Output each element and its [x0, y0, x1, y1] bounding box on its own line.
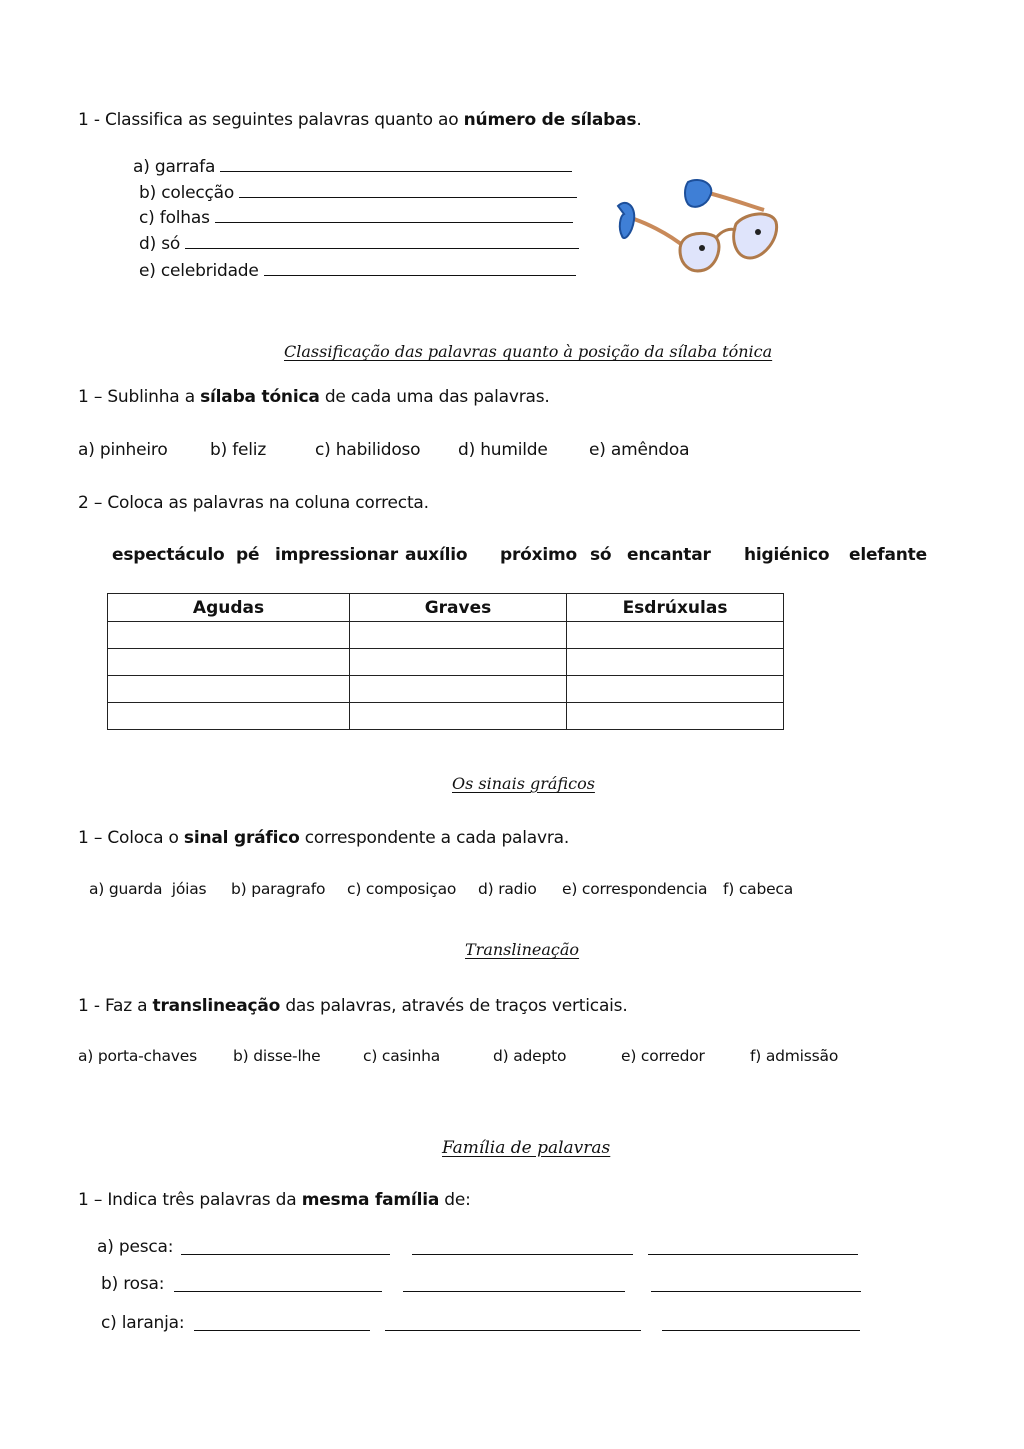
table-cell[interactable]	[567, 703, 784, 730]
syllable-item: b) colecção	[139, 183, 577, 203]
table-cell[interactable]	[350, 703, 567, 730]
stress-columns-table	[107, 593, 784, 730]
signs-word: f) cabeca	[723, 880, 794, 898]
translineation-word: d) adepto	[493, 1047, 567, 1065]
table-cell[interactable]	[108, 676, 350, 703]
family-item-label: a) pesca:	[97, 1237, 174, 1257]
answer-line[interactable]	[264, 261, 576, 276]
word-bank-item: encantar	[627, 545, 711, 565]
tonic-word: e) amêndoa	[589, 440, 690, 460]
word-bank-item: pé	[236, 545, 260, 565]
table-cell[interactable]	[350, 676, 567, 703]
answer-line[interactable]	[185, 234, 579, 249]
signs-word: e) correspondencia	[562, 880, 708, 898]
answer-line[interactable]	[651, 1277, 861, 1292]
signs-heading: Os sinais gráficos	[452, 774, 595, 793]
tonic-heading: Classificação das palavras quanto à posição da sílaba tónica	[284, 342, 773, 361]
table-cell[interactable]	[567, 622, 784, 649]
family-instruction: 1 – Indica três palavras da mesma família de:	[78, 1190, 471, 1210]
table-cell[interactable]	[567, 676, 784, 703]
family-heading: Família de palavras	[442, 1138, 611, 1158]
translineation-word: e) corredor	[621, 1047, 705, 1065]
signs-word: d) radio	[478, 880, 537, 898]
answer-line[interactable]	[181, 1240, 390, 1255]
answer-line[interactable]	[215, 208, 573, 223]
word-bank-item: espectáculo	[112, 545, 225, 565]
signs-instruction: 1 – Coloca o sinal gráfico correspondente a cada palavra.	[78, 828, 570, 848]
tonic-word: a) pinheiro	[78, 440, 168, 460]
table-row	[108, 622, 784, 649]
syllables-instruction: 1 - Classifica as seguintes palavras quanto ao número de sílabas.	[78, 110, 642, 130]
tonic-word: d) humilde	[458, 440, 548, 460]
word-bank-item: higiénico	[744, 545, 830, 565]
syllable-item: e) celebridade	[139, 261, 576, 281]
table-cell[interactable]	[108, 622, 350, 649]
answer-line[interactable]	[194, 1316, 370, 1331]
table-row	[108, 676, 784, 703]
signs-word: c) composiçao	[347, 880, 457, 898]
answer-line[interactable]	[662, 1316, 860, 1331]
tonic-instruction: 1 – Sublinha a sílaba tónica de cada uma das palavras.	[78, 387, 550, 407]
glasses-icon	[614, 176, 784, 276]
signs-word: b) paragrafo	[231, 880, 326, 898]
syllable-item: d) só	[139, 234, 579, 254]
word-bank-item: elefante	[849, 545, 927, 565]
table-cell[interactable]	[567, 649, 784, 676]
syllable-item: c) folhas	[139, 208, 573, 228]
family-item-label: c) laranja:	[101, 1313, 185, 1333]
tonic-word: c) habilidoso	[315, 440, 421, 460]
table-header-row	[108, 594, 784, 622]
translineation-word: c) casinha	[363, 1047, 441, 1065]
word-bank-item: próximo	[500, 545, 578, 565]
table-cell[interactable]	[108, 649, 350, 676]
answer-line[interactable]	[220, 157, 572, 172]
table-cell[interactable]	[350, 649, 567, 676]
word-bank-item: só	[590, 545, 612, 565]
word-bank-item: auxílio	[405, 545, 468, 565]
table-cell[interactable]	[350, 622, 567, 649]
columns-instruction: 2 – Coloca as palavras na coluna correcta.	[78, 493, 429, 513]
answer-line[interactable]	[385, 1316, 641, 1331]
translineation-word: f) admissão	[750, 1047, 839, 1065]
header-esdruxulas: Esdrúxulas	[567, 594, 784, 622]
translineation-word: a) porta-chaves	[78, 1047, 197, 1065]
translineation-word: b) disse-lhe	[233, 1047, 321, 1065]
signs-word: a) guarda jóias	[89, 880, 207, 898]
answer-line[interactable]	[239, 183, 577, 198]
syllable-item: a) garrafa	[133, 157, 572, 177]
tonic-word: b) feliz	[210, 440, 267, 460]
header-agudas: Agudas	[108, 594, 350, 622]
table-cell[interactable]	[108, 703, 350, 730]
family-item-label: b) rosa:	[101, 1274, 165, 1294]
translineation-instruction: 1 - Faz a translineação das palavras, através de traços verticais.	[78, 996, 628, 1016]
answer-line[interactable]	[403, 1277, 625, 1292]
answer-line[interactable]	[412, 1240, 633, 1255]
answer-line[interactable]	[174, 1277, 382, 1292]
header-graves: Graves	[350, 594, 567, 622]
table-row	[108, 703, 784, 730]
translineation-heading: Translineação	[465, 940, 580, 959]
table-row	[108, 649, 784, 676]
word-bank-item: impressionar	[275, 545, 398, 565]
answer-line[interactable]	[648, 1240, 858, 1255]
